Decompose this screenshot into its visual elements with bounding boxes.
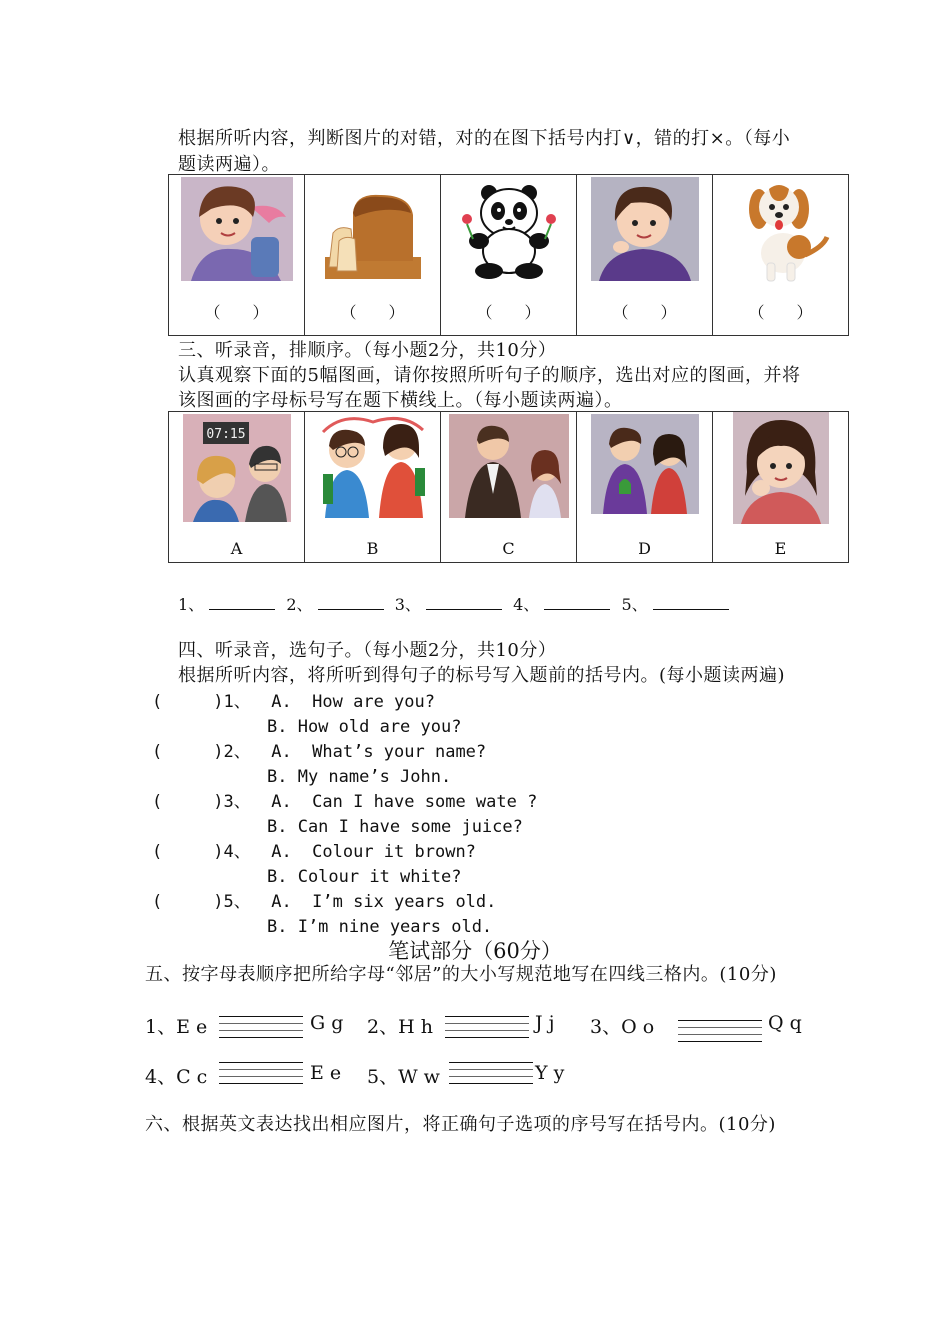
- judge-paren-1[interactable]: （ ）: [204, 303, 269, 322]
- option-b-4: B. Colour it white?: [267, 867, 462, 887]
- question-number-1: 1、: [223, 692, 251, 712]
- section2-picture-table: [168, 174, 849, 336]
- scene-letter-e: E: [774, 539, 787, 558]
- letters-3-post: Q q: [768, 1012, 802, 1034]
- scene-cell-d: [577, 412, 713, 563]
- option-a-3: A. Can I have some wate ?: [271, 792, 538, 812]
- judge-paren-3[interactable]: （ ）: [476, 303, 541, 322]
- option-a-2: A. What’s your name?: [271, 742, 487, 762]
- section3-instruction-line2: 该图画的字母标号写在题下横线上。（每小题读两遍）。: [178, 390, 623, 411]
- answer-label-2: 2、: [286, 595, 313, 614]
- option-b-2: B. My name’s John.: [267, 767, 452, 787]
- answer-paren-4[interactable]: ( ): [152, 842, 224, 862]
- scene-letter-b: B: [366, 539, 379, 558]
- answer-label-3: 3、: [394, 595, 421, 614]
- answer-blank-2[interactable]: [318, 593, 384, 610]
- option-b-1: B. How old are you?: [267, 717, 462, 737]
- boy-in-purple-picture: [591, 177, 699, 281]
- answer-paren-3[interactable]: ( ): [152, 792, 224, 812]
- letters-5-post: Y y: [535, 1062, 565, 1084]
- four-line-grid-1[interactable]: [219, 1016, 303, 1044]
- answer-label-5: 5、: [621, 595, 648, 614]
- puppy-dog-picture: [739, 177, 831, 285]
- picture-cell-3: [441, 175, 577, 336]
- answer-blank-1[interactable]: [209, 593, 275, 610]
- picture-cell-1: [169, 175, 305, 336]
- question-number-2: 2、: [223, 742, 251, 762]
- question-item-5: [152, 890, 537, 940]
- letters-2-post: J j: [535, 1012, 555, 1034]
- letters-5-pre: 5、W w: [367, 1066, 440, 1088]
- section3-title: 三、听录音，排顺序。（每小题2分，共10分）: [178, 340, 557, 361]
- answer-label-1: 1、: [178, 595, 205, 614]
- answer-paren-2[interactable]: ( ): [152, 742, 224, 762]
- scene-cell-b: [305, 412, 441, 563]
- question-number-3: 3、: [223, 792, 251, 812]
- four-line-grid-4[interactable]: [219, 1062, 303, 1090]
- section5-title: 五、按字母表顺序把所给字母“邻居”的大小写规范地写在四线三格内。(10分): [145, 964, 777, 985]
- picture-cell-2: [305, 175, 441, 336]
- scene-greeting-picture: [313, 412, 435, 518]
- letters-4-pre: 4、C c: [145, 1066, 208, 1088]
- question-item-2: [152, 740, 537, 790]
- four-line-grid-5[interactable]: [449, 1062, 533, 1090]
- option-a-4: A. Colour it brown?: [271, 842, 476, 862]
- section3-answer-row: [178, 592, 729, 615]
- letters-1-post: G g: [310, 1012, 344, 1034]
- scene-cell-c: [441, 412, 577, 563]
- picture-cell-4: [577, 175, 713, 336]
- scene-letter-d: D: [638, 539, 651, 558]
- question-item-1: [152, 690, 537, 740]
- answer-label-4: 4、: [513, 595, 540, 614]
- written-part-heading: 笔试部分（60分）: [388, 939, 562, 963]
- question-number-4: 4、: [223, 842, 251, 862]
- answer-paren-5[interactable]: ( ): [152, 892, 224, 912]
- option-a-1: A. How are you?: [271, 692, 435, 712]
- judge-paren-2[interactable]: （ ）: [340, 303, 405, 322]
- judge-paren-5[interactable]: （ ）: [748, 303, 813, 322]
- answer-blank-3[interactable]: [426, 593, 502, 610]
- answer-paren-1[interactable]: ( ): [152, 692, 224, 712]
- four-line-grid-3[interactable]: [678, 1020, 762, 1048]
- scene-introduction-picture: [449, 414, 569, 518]
- scene-letter-a: A: [230, 539, 243, 558]
- judge-paren-4[interactable]: （ ）: [612, 303, 677, 322]
- scene-clock-picture: [183, 414, 291, 522]
- section4-question-list: [152, 690, 537, 940]
- section4-title: 四、听录音，选句子。（每小题2分，共10分）: [178, 640, 557, 661]
- picture-cell-5: [713, 175, 849, 336]
- boy-with-backpack-picture: [181, 177, 293, 281]
- scene-friends-picture: [591, 414, 699, 514]
- panda-picture: [459, 179, 559, 279]
- option-b-3: B. Can I have some juice?: [267, 817, 523, 837]
- section3-picture-table: [168, 411, 849, 563]
- section4-instruction: 根据所听内容，将所听到得句子的标号写入题前的括号内。(每小题读两遍): [178, 665, 786, 686]
- letters-2-pre: 2、H h: [367, 1016, 433, 1038]
- letters-3-pre: 3、O o: [590, 1016, 655, 1038]
- bread-loaf-picture: [325, 183, 421, 279]
- section2-instruction-line2: 题读两遍）。: [178, 154, 280, 175]
- section6-title: 六、根据英文表达找出相应图片，将正确句子选项的序号写在括号内。(10分): [145, 1114, 776, 1135]
- answer-blank-4[interactable]: [544, 593, 610, 610]
- scene-girl-picture: [733, 412, 829, 524]
- option-a-5: A. I’m six years old.: [271, 892, 497, 912]
- answer-blank-5[interactable]: [653, 593, 729, 610]
- section3-instruction-line1: 认真观察下面的5幅图画，请你按照所听句子的顺序，选出对应的图画，并将: [178, 365, 801, 386]
- option-b-5: B. I’m nine years old.: [267, 917, 493, 937]
- scene-letter-c: C: [502, 539, 515, 558]
- scene-cell-a: [169, 412, 305, 563]
- scene-cell-e: [713, 412, 849, 563]
- question-item-3: [152, 790, 537, 840]
- section2-instruction-line1: 根据所听内容，判断图片的对错，对的在图下括号内打∨，错的打×。（每小: [178, 128, 791, 149]
- four-line-grid-2[interactable]: [445, 1016, 529, 1044]
- clock-time: 07:15: [206, 427, 246, 442]
- question-item-4: [152, 840, 537, 890]
- letters-4-post: E e: [310, 1062, 342, 1084]
- letters-1-pre: 1、E e: [145, 1016, 208, 1038]
- question-number-5: 5、: [223, 892, 251, 912]
